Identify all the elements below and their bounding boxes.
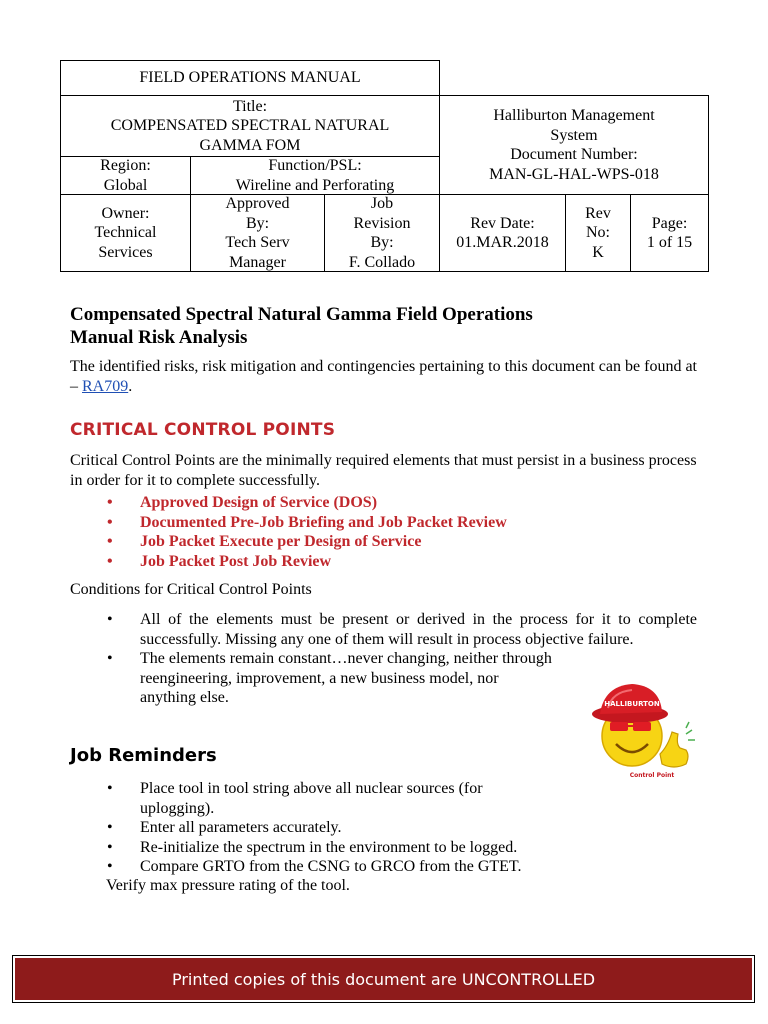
risk-analysis-paragraph — [70, 357, 697, 396]
job-reminders-heading: Job Reminders — [70, 745, 217, 766]
approved-by-cell — [190, 194, 325, 272]
revision-line-4: F. Collado — [348, 253, 416, 271]
ccp-item: • Approved Design of Service (DOS) — [70, 493, 697, 513]
function-label: Function/PSL: — [268, 157, 362, 174]
owner-cell — [60, 194, 191, 272]
revision-line-1: Job — [370, 195, 394, 212]
revision-by-cell — [324, 194, 440, 272]
reminder-item: • Compare GRTO from the CSNG to GRCO from the GTET. — [70, 857, 697, 877]
ccp-item: • Documented Pre-Job Briefing and Job Packet Review — [70, 513, 697, 533]
risk-text: The identified risks, risk mitigation and contingencies pertaining to this document can be found at – — [70, 358, 697, 395]
ccp-intro: Critical Control Points are the minimally required elements that must persist in a business process in order for it to complete successfully. — [70, 452, 697, 489]
rev-no-value: K — [592, 243, 604, 261]
mascot-hat-text: HALLIBURTON — [604, 700, 660, 708]
reminder-item — [70, 779, 697, 818]
hms-line-2: System — [550, 126, 598, 144]
reminder-1-line-1: • Place tool in tool string above all nuclear sources (for — [140, 780, 483, 797]
reminder-1-line-2: uplogging). — [140, 799, 215, 817]
document-number-label: Document Number: — [510, 146, 638, 163]
page-value: 1 of 15 — [646, 234, 693, 251]
control-point-mascot-icon — [590, 678, 714, 782]
page-cell — [630, 194, 709, 272]
owner-line-2: Services — [98, 243, 153, 261]
owner-line-1: Technical — [94, 224, 157, 242]
uncontrolled-copy-notice: Printed copies of this document are UNCONTROLLED — [15, 958, 752, 1000]
revision-line-3: By: — [370, 234, 394, 251]
ccp-list — [70, 493, 697, 571]
owner-label: Owner: — [101, 204, 150, 222]
risk-text-end: . — [128, 377, 133, 395]
region-label: Region: — [100, 157, 151, 174]
approved-line-4: Manager — [229, 253, 286, 271]
condition-2-line-2: reengineering, improvement, a new business model, nor — [140, 669, 499, 687]
rev-date-value: 01.MAR.2018 — [456, 234, 549, 251]
reminder-item: • Enter all parameters accurately. — [70, 818, 697, 838]
ccp-item: • Job Packet Execute per Design of Service — [70, 532, 697, 552]
approved-line-1: Approved — [225, 195, 290, 212]
hms-line-1: Halliburton Management — [493, 107, 655, 124]
function-value: Wireline and Perforating — [235, 176, 395, 194]
document-number-value: MAN-GL-HAL-WPS-018 — [489, 165, 659, 183]
risk-heading-line-1: Compensated Spectral Natural Gamma Field Operations — [70, 304, 533, 325]
ccp-heading: CRITICAL CONTROL POINTS — [70, 420, 336, 440]
condition-2-line-3: anything else. — [140, 689, 229, 706]
manual-name-cell — [60, 60, 440, 96]
job-reminders-list — [70, 779, 697, 877]
risk-heading-line-2: Manual Risk Analysis — [70, 327, 248, 348]
function-cell — [190, 156, 440, 195]
footer-banner — [12, 955, 755, 1003]
title-line-2: GAMMA FOM — [199, 136, 301, 154]
title-cell — [60, 95, 440, 157]
rev-no-cell — [565, 194, 631, 272]
page-label: Page: — [651, 214, 688, 232]
document-header-table — [60, 60, 709, 272]
conditions-heading: Conditions for Critical Control Points — [70, 581, 312, 598]
mascot-caption: Control Point — [629, 772, 675, 779]
approved-line-2: By: — [245, 214, 270, 232]
rev-date-cell — [439, 194, 566, 272]
reminder-item: • Re-initialize the spectrum in the environment to be logged. — [70, 838, 697, 858]
pressure-rating-note: Verify max pressure rating of the tool. — [106, 877, 350, 894]
management-system-cell — [439, 95, 709, 195]
risk-analysis-heading — [70, 303, 697, 349]
title-label: Title: — [232, 97, 268, 115]
ccp-item: • Job Packet Post Job Review — [70, 552, 697, 572]
rev-no-line-1: Rev — [585, 204, 611, 222]
condition-2-line-1: • The elements remain constant…never changing, neither through — [140, 650, 552, 667]
condition-item: • All of the elements must be present or derived in the process for it to complete successfully. Missing any one of them will result in process objective failure. — [70, 610, 697, 649]
region-value: Global — [103, 176, 148, 194]
rev-date-label: Rev Date: — [470, 214, 535, 232]
region-cell — [60, 156, 191, 195]
approved-line-3: Tech Serv — [225, 234, 290, 251]
risk-analysis-link[interactable]: RA709 — [82, 377, 129, 395]
revision-line-2: Revision — [353, 214, 411, 232]
manual-name: FIELD OPERATIONS MANUAL — [139, 69, 361, 87]
rev-no-line-2: No: — [586, 224, 610, 242]
title-line-1: COMPENSATED SPECTRAL NATURAL — [110, 117, 390, 135]
